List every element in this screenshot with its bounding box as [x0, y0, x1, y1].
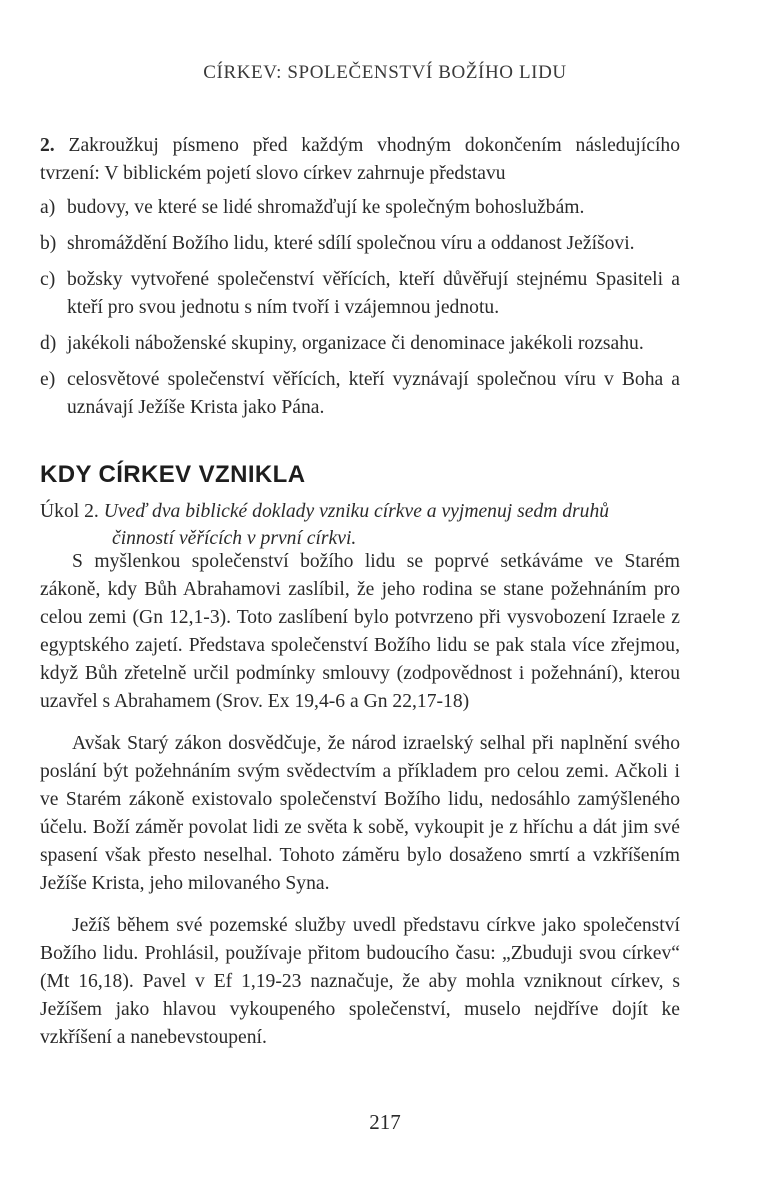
option-b	[40, 230, 680, 258]
option-text: budovy, ve které se lidé shromažďují ke společným bohoslužbám.	[67, 197, 585, 218]
option-c	[40, 266, 680, 322]
option-e	[40, 366, 680, 422]
question-text: Zakroužkuj písmeno před každým vhodným dokončením následujícího tvrzení: V biblickém pojetí slovo církev zahrnuje představu	[40, 135, 680, 184]
task-block	[40, 498, 680, 552]
option-letter: d)	[40, 333, 57, 354]
task-text-1: Uveď dva biblické doklady vzniku církve a vyjmenuj sedm druhů	[103, 501, 610, 522]
running-head: CÍRKEV: SPOLEČENSTVÍ BOŽÍHO LIDU	[203, 62, 567, 83]
task-line-1	[40, 498, 680, 525]
option-text: celosvětové společenství věřících, kteří vyznávají společnou víru v Boha a uznávají Ježíše Krista jako Pána.	[67, 369, 680, 418]
page-number: 217	[369, 1110, 401, 1134]
section-heading: KDY CÍRKEV VZNIKLA	[40, 461, 306, 488]
question-number: 2.	[40, 135, 55, 156]
option-text: jakékoli náboženské skupiny, organizace či denominace jakékoli rozsahu.	[67, 333, 644, 354]
paragraph: Avšak Starý zákon dosvědčuje, že národ izraelský selhal při naplnění svého poslání být požehnáním svým svědectvím a příkladem pro celou zemi. Ačkoli i ve Starém zákoně existovalo společenství Božího lidu, nedosáhlo zamýšleného účelu. Boží záměr povolat lidi ze světa k sobě, vykoupit je z hříchu a dát jim své spasení však přesto neselhal. Tohoto záměru bylo dosaženo smrtí a vzkříšením Ježíše Krista, jeho milovaného Syna.	[40, 733, 680, 894]
option-text: shromáždění Božího lidu, které sdílí společnou víru a oddanost Ježíšovi.	[67, 233, 635, 254]
option-letter: b)	[40, 233, 57, 254]
option-text: božsky vytvořené společenství věřících, kteří důvěřují stejnému Spasiteli a kteří pro svou jednotu s ním tvoří i vzájemnou jednotu.	[67, 269, 680, 318]
paragraph: S myšlenkou společenství božího lidu se poprvé setkáváme ve Starém zákoně, kdy Bůh Abrahamovi zaslíbil, že jeho rodina se stane požehnáním pro celou zemi (Gn 12,1-3). Toto zaslíbení bylo potvrzeno při vysvobození Izraele z egyptského zajetí. Představa společenství Božího lidu se pak stala více zřejmou, když Bůh zřetelně určil podmínky smlouvy (zodpovědnost i požehnání), kterou uzavřel s Abrahamem (Srov. Ex 19,4-6 a Gn 22,17-18)	[40, 551, 680, 712]
question-block	[40, 132, 680, 430]
option-letter: a)	[40, 197, 56, 218]
body-text	[40, 548, 680, 1066]
task-label: Úkol 2.	[40, 501, 99, 522]
task-text-2: činností věřících v první církvi.	[112, 528, 357, 549]
question-lead	[40, 132, 680, 188]
option-d	[40, 330, 680, 358]
paragraph: Ježíš během své pozemské služby uvedl představu církve jako společenství Božího lidu. Prohlásil, používaje přitom budoucího času: „Zbuduji svou církev“ (Mt 16,18). Pavel v Ef 1,19-23 naznačuje, že aby mohla vzniknout církev, s Ježíšem jako hlavou vykoupeného společenství, muselo nejdříve dojít ke vzkříšení a nanebevstoupení.	[40, 915, 680, 1048]
option-letter: c)	[40, 269, 56, 290]
option-letter: e)	[40, 369, 56, 390]
option-a	[40, 194, 680, 222]
